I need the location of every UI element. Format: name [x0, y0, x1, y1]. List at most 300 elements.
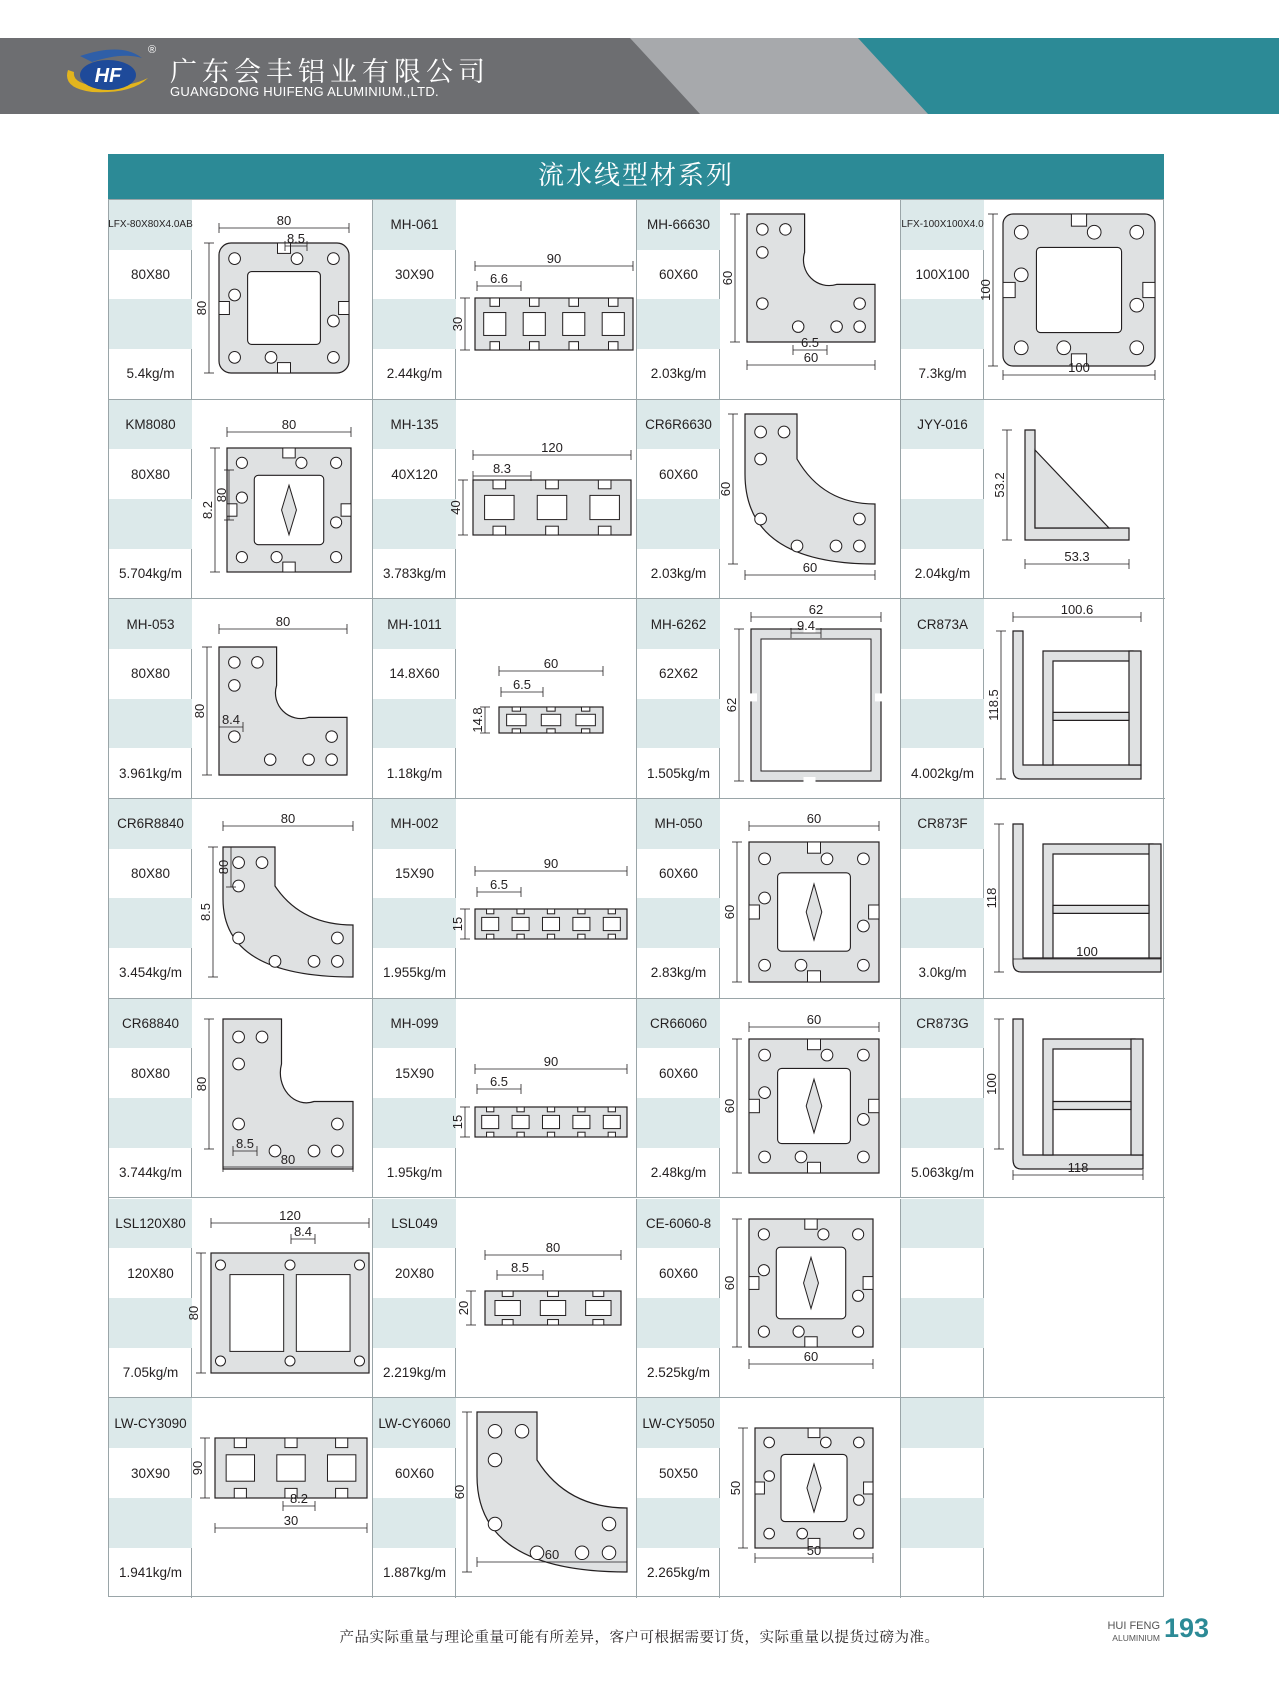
dimension-label: 60: [803, 350, 819, 365]
product-size: 20X80: [394, 1265, 435, 1281]
profile-drawing: [473, 480, 631, 535]
product-info-column: [109, 599, 192, 798]
product-weight: 5.063kg/m: [910, 1165, 975, 1181]
product-code: MH-061: [373, 200, 456, 250]
dimension-label: 8.5: [510, 1259, 530, 1275]
product-info-column: [373, 999, 456, 1198]
product-info-column: [109, 400, 192, 599]
profile-drawing: [219, 647, 347, 775]
profile-figure: [985, 1199, 1164, 1398]
product-weight: 2.03kg/m: [650, 566, 707, 582]
product-size: [901, 849, 984, 899]
product-info-column: [373, 799, 456, 998]
product-info-column: [373, 599, 456, 798]
dimension-label: 30: [283, 1513, 299, 1529]
profile-figure: [721, 200, 900, 399]
product-code: CR68840: [109, 999, 192, 1049]
product-weight: 7.3kg/m: [918, 366, 967, 382]
dimension-label: 100: [1076, 944, 1098, 960]
product-cell: [109, 799, 373, 999]
dimension-label: 118.5: [986, 689, 1001, 722]
product-info-column: [901, 400, 984, 599]
product-code: MH-053: [109, 599, 192, 649]
product-size: 80X80: [130, 267, 171, 282]
product-size: 60X60: [658, 466, 699, 482]
product-shade: [109, 1498, 192, 1548]
product-weight: 2.48kg/m: [650, 1165, 707, 1181]
dimension-label: 50: [728, 1480, 743, 1496]
profile-svg: [193, 599, 372, 798]
product-weight: 2.525kg/m: [646, 1364, 711, 1380]
product-info-column: [637, 599, 720, 798]
product-shade: [109, 1098, 192, 1148]
profile-svg: [193, 200, 372, 399]
dimension-label: 60: [802, 559, 818, 575]
dimension-label: 8.2: [289, 1491, 309, 1507]
product-shade: [373, 299, 456, 349]
product-cell: [901, 999, 1165, 1199]
profile-drawing: [745, 414, 875, 564]
product-code: [901, 1398, 984, 1448]
page-number: 193: [1164, 1613, 1210, 1643]
dimension-label: 9.4: [796, 618, 816, 634]
product-code: LFX-80X80X4.0AB: [109, 200, 192, 250]
product-code: LW-CY5050: [637, 1398, 720, 1448]
product-shade: [109, 499, 192, 549]
profile-svg: [985, 999, 1164, 1198]
dimension-label: 8.3: [492, 460, 512, 476]
profile-svg: [985, 400, 1164, 599]
profile-drawing: [475, 298, 633, 350]
profile-svg: [721, 999, 900, 1198]
product-info-column: [373, 200, 456, 399]
dimension-label: 90: [543, 1053, 559, 1069]
dimension-label: 8.5: [235, 1135, 255, 1151]
dimension-label: 80: [186, 1305, 201, 1320]
product-cell: [901, 599, 1165, 799]
dimension-label: 60: [722, 904, 737, 920]
dimension-label: 53.3: [1064, 548, 1090, 564]
profile-figure: [193, 999, 372, 1198]
product-code: CE-6060-8: [637, 1199, 720, 1249]
profile-drawing: [485, 1291, 621, 1325]
product-cell: [637, 799, 901, 999]
product-weight: 5.704kg/m: [118, 566, 183, 582]
product-code: LW-CY3090: [109, 1398, 192, 1448]
product-shade: [637, 1098, 720, 1148]
dimension-label: 8.5: [286, 231, 306, 246]
profile-figure: [450, 200, 636, 399]
dimension-label: 60: [720, 270, 735, 286]
product-info-column: [637, 1398, 720, 1598]
product-cell: [373, 1199, 637, 1399]
product-info-column: [637, 200, 720, 399]
product-weight: 1.18kg/m: [386, 765, 443, 781]
product-size: 15X90: [394, 866, 435, 882]
profile-drawing: [1013, 631, 1141, 779]
product-weight: 2.83kg/m: [650, 965, 707, 981]
product-info-column: [637, 999, 720, 1198]
profile-figure: [721, 1398, 900, 1598]
profile-drawing: [1025, 430, 1129, 540]
product-info-column: [901, 799, 984, 998]
product-weight: 3.783kg/m: [382, 566, 447, 582]
product-cell: [373, 200, 637, 400]
dimension-label: 60: [452, 1484, 467, 1500]
profile-figure: [457, 599, 636, 798]
dimension-label: 80: [280, 1151, 296, 1167]
product-cell: [901, 1199, 1165, 1399]
product-size: 14.8X60: [389, 666, 440, 682]
product-shade: [637, 898, 720, 948]
product-size: 80X80: [130, 1065, 171, 1081]
product-size: 80X80: [130, 466, 171, 482]
dimension-label: 80: [216, 859, 231, 875]
product-cell: [373, 999, 637, 1199]
product-shade: [637, 299, 720, 349]
dimension-label: 62: [724, 698, 739, 713]
product-size: 80X80: [130, 866, 171, 882]
profile-svg: [721, 599, 900, 798]
product-size: 60X60: [394, 1465, 435, 1481]
profile-figure: [193, 400, 372, 599]
dimension-label: 80: [194, 1076, 209, 1092]
product-size: 60X60: [658, 267, 699, 282]
profile-drawing: [475, 1107, 627, 1137]
profile-figure: [721, 799, 900, 998]
product-info-column: [901, 200, 984, 399]
product-size: 30X90: [130, 1465, 171, 1481]
product-shade: [901, 299, 984, 349]
product-size: 15X90: [394, 1065, 435, 1081]
product-size: [901, 649, 984, 699]
profile-drawing: [749, 842, 879, 982]
profile-svg: [186, 1199, 372, 1398]
profile-svg: [721, 1199, 900, 1398]
profile-drawing: [1013, 1019, 1143, 1169]
product-info-column: [109, 1199, 192, 1398]
product-weight: 2.219kg/m: [382, 1364, 447, 1380]
product-info-column: [637, 400, 720, 599]
dimension-label: 14.8: [470, 707, 485, 734]
dimension-label: 40: [448, 499, 463, 515]
dimension-label: 80: [545, 1239, 561, 1255]
product-info-column: [373, 1398, 456, 1598]
product-info-column: [109, 799, 192, 998]
product-weight: 4.002kg/m: [910, 765, 975, 781]
profile-svg: [985, 799, 1164, 998]
product-shade: [637, 699, 720, 749]
product-weight: [901, 1348, 984, 1398]
product-cell: [373, 400, 637, 600]
product-cell: [637, 599, 901, 799]
profile-svg: [721, 799, 900, 998]
footer-brand: HUI FENG: [1107, 1620, 1160, 1632]
product-code: JYY-016: [901, 400, 984, 450]
product-info-column: [109, 999, 192, 1198]
product-shade: [901, 499, 984, 549]
registered-mark: ®: [148, 44, 157, 56]
dimension-lines: [986, 602, 1141, 779]
product-weight: 1.941kg/m: [118, 1565, 183, 1581]
dimension-label: 6.5: [489, 877, 509, 893]
footer-brand-sub: ALUMINIUM: [1112, 1633, 1160, 1643]
dimension-label: 53.2: [992, 472, 1007, 498]
product-code: LSL049: [373, 1199, 456, 1249]
dimension-label: 118: [984, 887, 999, 909]
profile-drawing: [475, 909, 627, 939]
profile-figure: [450, 999, 636, 1198]
company-name-en: GUANGDONG HUIFENG ALUMINIUM.,LTD.: [170, 84, 439, 99]
dimension-label: 120: [279, 1207, 301, 1223]
product-code: MH-6262: [637, 599, 720, 649]
dimension-label: 8.4: [293, 1223, 313, 1239]
profile-drawing: [499, 707, 603, 733]
product-code: CR873A: [901, 599, 984, 649]
product-weight: 1.95kg/m: [386, 1165, 443, 1181]
profile-svg: [450, 200, 636, 399]
product-cell: [637, 999, 901, 1199]
profile-drawing: [211, 1253, 369, 1373]
product-cell: [901, 400, 1165, 600]
product-weight: 1.505kg/m: [646, 765, 711, 781]
dimension-label: 6.5: [512, 677, 532, 693]
profile-figure: [193, 200, 372, 399]
profile-figure: [193, 799, 372, 998]
product-code: MH-66630: [637, 200, 720, 250]
product-weight: 2.44kg/m: [386, 366, 443, 382]
product-info-column: [637, 1199, 720, 1398]
product-shade: [901, 699, 984, 749]
product-weight: 2.04kg/m: [914, 566, 971, 582]
product-weight: 3.454kg/m: [118, 965, 183, 981]
profile-svg: [450, 999, 636, 1198]
company-name-cn: 广东会丰铝业有限公司: [170, 57, 490, 88]
profile-figure: [978, 200, 1164, 399]
profile-figure: [452, 1398, 636, 1598]
product-cell: [901, 200, 1165, 400]
profile-figure: [190, 1398, 372, 1598]
product-size: 50X50: [658, 1465, 699, 1481]
product-size: [901, 1048, 984, 1098]
dimension-label: 6.5: [800, 335, 820, 350]
dimension-label: 80: [276, 213, 292, 228]
dimension-label: 8.2: [200, 500, 215, 519]
product-code: MH-050: [637, 799, 720, 849]
product-code: CR6R8840: [109, 799, 192, 849]
dimension-label: 60: [544, 1547, 560, 1563]
profile-svg: [450, 799, 636, 998]
product-weight: 2.265kg/m: [646, 1565, 711, 1581]
product-cell: [109, 400, 373, 600]
product-grid: [108, 199, 1164, 1597]
product-weight: 2.03kg/m: [650, 366, 707, 382]
product-cell: [109, 999, 373, 1199]
product-code: MH-135: [373, 400, 456, 450]
product-weight: 5.4kg/m: [126, 366, 175, 382]
product-size: 80X80: [130, 666, 171, 682]
dimension-label: 8.5: [198, 903, 213, 922]
profile-svg: [721, 200, 900, 399]
product-shade: [373, 898, 456, 948]
product-shade: [373, 1098, 456, 1148]
product-code: CR66060: [637, 999, 720, 1049]
profile-svg: [457, 599, 636, 798]
product-size: 40X120: [391, 466, 438, 482]
dimension-label: 8.4: [221, 712, 241, 728]
dimension-label: 80: [281, 416, 297, 432]
dimension-label: 15: [450, 916, 465, 932]
dimension-label: 90: [543, 856, 559, 872]
dimension-label: 100: [1068, 360, 1090, 375]
dimension-label: 90: [546, 251, 562, 266]
product-weight: 1.955kg/m: [382, 965, 447, 981]
product-shade: [373, 499, 456, 549]
profile-figure: [718, 400, 900, 599]
profile-drawing: [227, 448, 351, 572]
dimension-label: 90: [190, 1460, 205, 1476]
product-code: LSL120X80: [109, 1199, 192, 1249]
dimension-label: 80: [280, 811, 296, 827]
profile-figure: [721, 999, 900, 1198]
dimension-label: 60: [718, 481, 733, 496]
dimension-label: 60: [803, 1348, 819, 1364]
profile-drawing: [219, 243, 349, 373]
dimension-label: 6.5: [489, 1073, 509, 1089]
product-shade: [109, 699, 192, 749]
dimension-label: 100: [984, 1072, 999, 1095]
product-shade: [637, 1298, 720, 1348]
product-info-column: [637, 799, 720, 998]
dimension-label: 60: [722, 1275, 737, 1290]
profile-figure: [448, 400, 636, 599]
product-info-column: [373, 1199, 456, 1398]
product-shade: [901, 1498, 984, 1548]
product-cell: [109, 200, 373, 400]
dimension-label: 80: [275, 614, 291, 630]
dimension-label: 60: [543, 656, 559, 672]
product-code: CR873G: [901, 999, 984, 1049]
product-size: 30X90: [394, 267, 435, 282]
dimension-label: 60: [806, 1011, 822, 1027]
product-info-column: [901, 1398, 984, 1598]
profile-svg: [457, 1199, 636, 1398]
product-info-column: [901, 1199, 984, 1398]
product-weight: [901, 1548, 984, 1598]
profile-drawing: [749, 1039, 879, 1173]
product-cell: [637, 200, 901, 400]
product-code: [901, 1199, 984, 1249]
product-cell: [901, 799, 1165, 999]
product-code: KM8080: [109, 400, 192, 450]
product-shade: [901, 1098, 984, 1148]
profile-drawing: [1003, 214, 1155, 366]
product-size: 60X60: [658, 1265, 699, 1281]
product-info-column: [373, 400, 456, 599]
profile-svg: [193, 999, 372, 1198]
product-cell: [109, 1398, 373, 1598]
product-cell: [109, 599, 373, 799]
profile-svg: [452, 1398, 636, 1597]
product-weight: 3.961kg/m: [118, 765, 183, 781]
section-title: 流水线型材系列: [108, 154, 1164, 199]
product-weight: 3.744kg/m: [118, 1165, 183, 1181]
product-size: 62X62: [658, 666, 699, 682]
profile-figure: [985, 599, 1164, 798]
profile-figure: [721, 1199, 900, 1398]
product-weight: 1.887kg/m: [382, 1565, 447, 1581]
dimension-label: 62: [808, 602, 824, 618]
product-shade: [109, 898, 192, 948]
product-cell: [373, 799, 637, 999]
product-weight: 7.05kg/m: [122, 1364, 179, 1380]
product-cell: [637, 1199, 901, 1399]
product-shade: [637, 499, 720, 549]
profile-drawing: [755, 1428, 873, 1548]
profile-figure: [985, 999, 1164, 1198]
profile-figure: [186, 1199, 372, 1398]
logo-text: HF: [94, 65, 122, 87]
product-cell: [373, 1398, 637, 1598]
product-shade: [901, 898, 984, 948]
dimension-label: 6.6: [489, 271, 509, 286]
product-info-column: [901, 999, 984, 1198]
profile-drawing: [747, 214, 875, 342]
product-info-column: [109, 200, 192, 399]
profile-svg: [193, 400, 372, 599]
profile-drawing: [223, 847, 353, 977]
company-logo: [62, 48, 154, 98]
product-code: MH-002: [373, 799, 456, 849]
profile-figure: [985, 400, 1164, 599]
profile-figure: [457, 1199, 636, 1398]
product-shade: [901, 1298, 984, 1348]
profile-svg: [718, 400, 900, 599]
product-cell: [637, 1398, 901, 1598]
dimension-label: 80: [214, 487, 229, 502]
product-cell: [373, 599, 637, 799]
profile-figure: [985, 1398, 1164, 1598]
product-info-column: [901, 599, 984, 798]
product-shade: [373, 1298, 456, 1348]
dimension-label: 60: [722, 1098, 737, 1114]
product-code: LFX-100X100X4.0: [901, 200, 984, 250]
dimension-label: 15: [450, 1114, 465, 1130]
product-code: LW-CY6060: [373, 1398, 456, 1448]
profile-figure: [450, 799, 636, 998]
product-size: [901, 1248, 984, 1298]
product-size: 60X60: [658, 866, 699, 882]
profile-drawing: [745, 625, 887, 785]
profile-drawing: [749, 1219, 873, 1347]
product-cell: [901, 1398, 1165, 1598]
footer-note: 产品实际重量与理论重量可能有所差异，客户可根据需要订货，实际重量以提货过磅为准。: [339, 1630, 940, 1646]
product-size: [901, 449, 984, 499]
dimension-label: 80: [192, 704, 207, 719]
dimension-label: 60: [806, 811, 822, 827]
product-cell: [109, 1199, 373, 1399]
dimension-label: 50: [806, 1543, 822, 1559]
product-code: MH-1011: [373, 599, 456, 649]
profile-svg: [193, 799, 372, 998]
product-shade: [109, 1298, 192, 1348]
profile-svg: [985, 599, 1164, 798]
product-size: 100X100: [915, 267, 970, 282]
dimension-label: 118: [1067, 1159, 1089, 1175]
profile-svg: [190, 1398, 372, 1597]
dimension-label: 80: [194, 300, 209, 316]
product-weight: 3.0kg/m: [918, 965, 967, 981]
